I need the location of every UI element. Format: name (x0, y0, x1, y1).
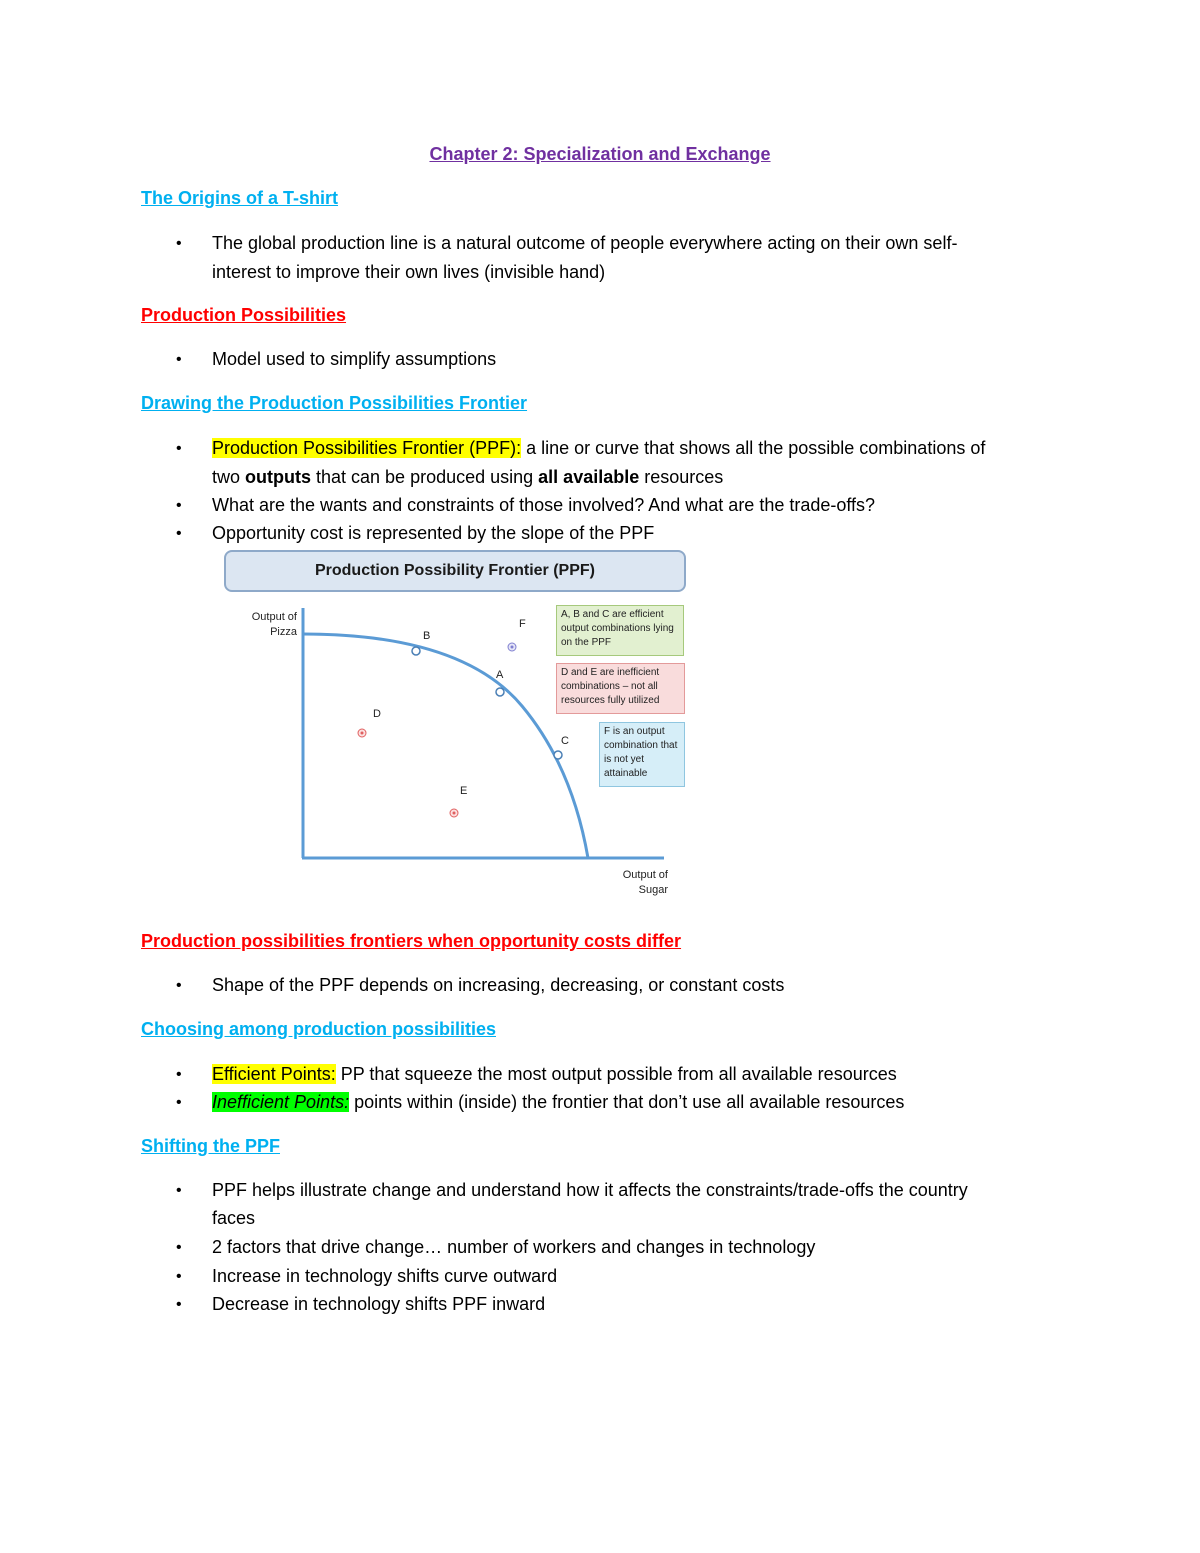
list-item-text: Increase in technology shifts curve outward (212, 1266, 558, 1286)
bold-text: all available (538, 467, 640, 487)
y-axis-label-line: Pizza (270, 626, 297, 638)
bullet-icon: • (176, 497, 182, 514)
text-span: that can be produced using (311, 467, 539, 487)
text-span: resources (639, 467, 724, 487)
heading-shifting-ppf: Shifting the PPF (141, 1136, 280, 1156)
list-item-text (212, 434, 1072, 463)
point-a-marker (496, 688, 504, 696)
point-label-b: B (423, 630, 431, 642)
heading-drawing-ppf: Drawing the Production Possibilities Frontier (141, 393, 528, 413)
x-axis-label-line: Output of (622, 869, 668, 881)
point-label-d: D (373, 708, 381, 720)
definition-text: points within (inside) the frontier that don’t use all available resources (349, 1092, 905, 1112)
note-efficient: A, B and C are efficient output combinations lying on the PPF (556, 605, 684, 656)
list-item-text: Decrease in technology shifts PPF inward (212, 1294, 546, 1314)
point-label-e: E (460, 785, 468, 797)
list-item-text (212, 1060, 1072, 1089)
figure-title: Production Possibility Frontier (PPF) (224, 550, 686, 592)
heading-choosing: Choosing among production possibilities (141, 1019, 496, 1039)
point-label-f: F (519, 618, 526, 630)
bullet-icon: • (176, 1094, 182, 1111)
bullet-icon: • (176, 1239, 182, 1256)
list-item-text: 2 factors that drive change… number of workers and changes in technology (212, 1237, 816, 1257)
point-e-center (453, 812, 456, 815)
y-axis-label (222, 610, 297, 640)
list-item-text: What are the wants and constraints of those involved? And what are the trade-offs? (212, 495, 876, 515)
ppf-curve (303, 634, 588, 858)
list-item-text (212, 463, 1072, 492)
point-c-marker (554, 751, 562, 759)
list-item-text: Opportunity cost is represented by the slope of the PPF (212, 523, 655, 543)
list-item-text: interest to improve their own lives (invisible hand) (212, 262, 606, 282)
note-inefficient: D and E are inefficient combinations – not all resources fully utilized (556, 663, 685, 714)
list-item-text: faces (212, 1208, 256, 1228)
point-label-a: A (496, 669, 504, 681)
page-title: Chapter 2: Specialization and Exchange (429, 144, 771, 164)
highlight-term: Inefficient Points: (212, 1092, 350, 1112)
point-b-marker (412, 647, 420, 655)
bullet-icon: • (176, 351, 182, 368)
bold-text: outputs (245, 467, 311, 487)
heading-opportunity-costs-differ: Production possibilities frontiers when opportunity costs differ (141, 931, 682, 951)
list-item-text: The global production line is a natural outcome of people everywhere acting on their own self- (212, 233, 958, 253)
list-item-text: PPF helps illustrate change and understand how it affects the constraints/trade-offs the country (212, 1180, 968, 1200)
y-axis-label-line: Output of (251, 611, 297, 623)
highlight-term: Production Possibilities Frontier (PPF): (212, 438, 522, 458)
bullet-icon: • (176, 1268, 182, 1285)
point-d-center (361, 732, 364, 735)
bullet-icon: • (176, 235, 182, 252)
list-item-text (212, 1088, 1072, 1117)
definition-text: PP that squeeze the most output possible from all available resources (335, 1064, 897, 1084)
heading-origins: The Origins of a T-shirt (141, 188, 339, 208)
ppf-figure (222, 546, 692, 906)
point-label-c: C (561, 735, 569, 747)
list-item-text: Model used to simplify assumptions (212, 349, 497, 369)
bullet-icon: • (176, 440, 182, 457)
bullet-icon: • (176, 1182, 182, 1199)
heading-production-possibilities: Production Possibilities (141, 305, 347, 325)
bullet-icon: • (176, 525, 182, 542)
bullet-icon: • (176, 1066, 182, 1083)
highlight-term: Efficient Points: (212, 1064, 336, 1084)
definition-text: a line or curve that shows all the possible combinations of (521, 438, 986, 458)
x-axis-label (592, 868, 668, 898)
text-span: two (212, 467, 246, 487)
list-item-text: Shape of the PPF depends on increasing, decreasing, or constant costs (212, 975, 785, 995)
point-f-center (511, 646, 514, 649)
note-unattainable: F is an output combination that is not yet attainable (599, 722, 685, 787)
bullet-icon: • (176, 1296, 182, 1313)
x-axis-label-line: Sugar (638, 884, 668, 896)
bullet-icon: • (176, 977, 182, 994)
